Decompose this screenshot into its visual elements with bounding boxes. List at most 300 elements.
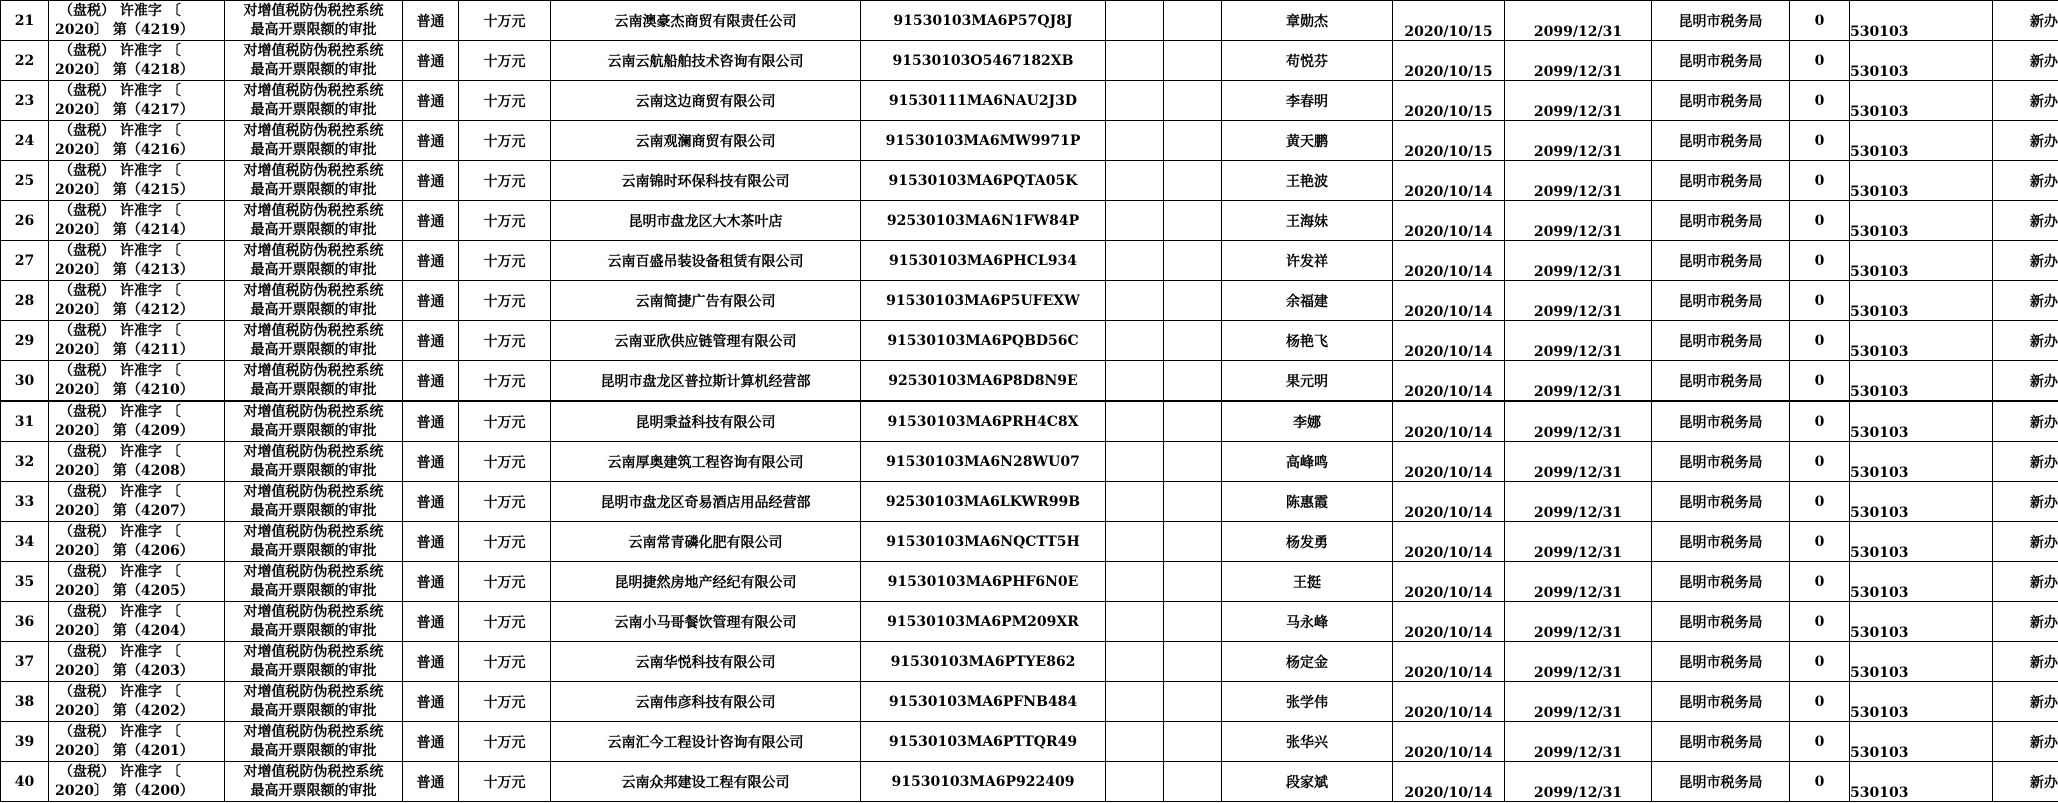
empty-cell: [1164, 281, 1222, 321]
approval-item: 对增值税防伪税控系统 最高开票限额的审批: [225, 642, 403, 682]
table-row: [1, 722, 2058, 762]
row-number: 34: [1, 522, 49, 562]
approval-item: 对增值税防伪税控系统 最高开票限额的审批: [225, 241, 403, 281]
status-flag: 0: [1790, 682, 1850, 722]
tax-authority: 昆明市税务局: [1652, 121, 1790, 161]
status-flag: 0: [1790, 522, 1850, 562]
approval-item: 对增值税防伪税控系统 最高开票限额的审批: [225, 522, 403, 562]
tax-authority: 昆明市税务局: [1652, 642, 1790, 682]
empty-cell: [1164, 1, 1222, 41]
permit-document-number: （盘税） 许准字 〔 2020〕 第（4206）: [49, 522, 225, 562]
permit-document-number: （盘税） 许准字 〔 2020〕 第（4210）: [49, 361, 225, 402]
action-type: 新办: [1993, 442, 2058, 482]
table-row: [1, 121, 2058, 161]
start-date: 2020/10/14: [1393, 642, 1505, 682]
invoice-limit: 十万元: [459, 602, 551, 642]
region-code: 530103: [1850, 1, 1993, 41]
invoice-type: 普通: [403, 1, 459, 41]
table-row: [1, 81, 2058, 121]
tax-authority: 昆明市税务局: [1652, 321, 1790, 361]
status-flag: 0: [1790, 361, 1850, 402]
invoice-limit: 十万元: [459, 121, 551, 161]
invoice-limit: 十万元: [459, 361, 551, 402]
start-date: 2020/10/14: [1393, 482, 1505, 522]
start-date: 2020/10/14: [1393, 522, 1505, 562]
empty-cell: [1164, 161, 1222, 201]
end-date: 2099/12/31: [1505, 522, 1652, 562]
permit-document-number: （盘税） 许准字 〔 2020〕 第（4209）: [49, 401, 225, 442]
invoice-type: 普通: [403, 602, 459, 642]
empty-cell: [1106, 281, 1164, 321]
end-date: 2099/12/31: [1505, 401, 1652, 442]
permit-table-body: [1, 1, 2058, 802]
row-number: 32: [1, 442, 49, 482]
legal-representative: 余福建: [1222, 281, 1393, 321]
region-code: 530103: [1850, 201, 1993, 241]
approval-item: 对增值税防伪税控系统 最高开票限额的审批: [225, 361, 403, 402]
approval-item: 对增值税防伪税控系统 最高开票限额的审批: [225, 602, 403, 642]
row-number: 21: [1, 1, 49, 41]
table-row: [1, 201, 2058, 241]
approval-item: 对增值税防伪税控系统 最高开票限额的审批: [225, 762, 403, 802]
invoice-limit: 十万元: [459, 41, 551, 81]
tax-authority: 昆明市税务局: [1652, 161, 1790, 201]
end-date: 2099/12/31: [1505, 562, 1652, 602]
permit-document-number: （盘税） 许准字 〔 2020〕 第（4218）: [49, 41, 225, 81]
action-type: 新办: [1993, 321, 2058, 361]
end-date: 2099/12/31: [1505, 161, 1652, 201]
company-name: 云南华悦科技有限公司: [551, 642, 861, 682]
region-code: 530103: [1850, 321, 1993, 361]
empty-cell: [1164, 722, 1222, 762]
end-date: 2099/12/31: [1505, 281, 1652, 321]
status-flag: 0: [1790, 722, 1850, 762]
tax-authority: 昆明市税务局: [1652, 562, 1790, 602]
end-date: 2099/12/31: [1505, 642, 1652, 682]
invoice-type: 普通: [403, 442, 459, 482]
start-date: 2020/10/15: [1393, 1, 1505, 41]
action-type: 新办: [1993, 642, 2058, 682]
row-number: 29: [1, 321, 49, 361]
credit-code: 91530111MA6NAU2J3D: [861, 81, 1106, 121]
row-number: 40: [1, 762, 49, 802]
invoice-limit: 十万元: [459, 321, 551, 361]
company-name: 云南常青磷化肥有限公司: [551, 522, 861, 562]
company-name: 云南澳豪杰商贸有限责任公司: [551, 1, 861, 41]
legal-representative: 李娜: [1222, 401, 1393, 442]
invoice-type: 普通: [403, 321, 459, 361]
status-flag: 0: [1790, 201, 1850, 241]
approval-item: 对增值税防伪税控系统 最高开票限额的审批: [225, 442, 403, 482]
permit-document-number: （盘税） 许准字 〔 2020〕 第（4208）: [49, 442, 225, 482]
company-name: 云南众邦建设工程有限公司: [551, 762, 861, 802]
invoice-type: 普通: [403, 762, 459, 802]
permit-document-number: （盘税） 许准字 〔 2020〕 第（4205）: [49, 562, 225, 602]
company-name: 云南观澜商贸有限公司: [551, 121, 861, 161]
row-number: 35: [1, 562, 49, 602]
invoice-limit: 十万元: [459, 281, 551, 321]
action-type: 新办: [1993, 522, 2058, 562]
invoice-type: 普通: [403, 201, 459, 241]
credit-code: 91530103MA6P5UFEXW: [861, 281, 1106, 321]
permit-document-number: （盘税） 许准字 〔 2020〕 第（4201）: [49, 722, 225, 762]
status-flag: 0: [1790, 602, 1850, 642]
row-number: 24: [1, 121, 49, 161]
permit-document-number: （盘税） 许准字 〔 2020〕 第（4212）: [49, 281, 225, 321]
table-row: [1, 281, 2058, 321]
end-date: 2099/12/31: [1505, 722, 1652, 762]
credit-code: 91530103MA6P922409: [861, 762, 1106, 802]
permit-document-number: （盘税） 许准字 〔 2020〕 第（4217）: [49, 81, 225, 121]
empty-cell: [1106, 401, 1164, 442]
empty-cell: [1164, 682, 1222, 722]
start-date: 2020/10/14: [1393, 321, 1505, 361]
credit-code: 91530103MA6PHF6N0E: [861, 562, 1106, 602]
permit-document-number: （盘税） 许准字 〔 2020〕 第（4200）: [49, 762, 225, 802]
region-code: 530103: [1850, 602, 1993, 642]
empty-cell: [1106, 682, 1164, 722]
approval-item: 对增值税防伪税控系统 最高开票限额的审批: [225, 401, 403, 442]
table-row: [1, 401, 2058, 442]
invoice-limit: 十万元: [459, 522, 551, 562]
action-type: 新办: [1993, 241, 2058, 281]
empty-cell: [1164, 201, 1222, 241]
approval-item: 对增值税防伪税控系统 最高开票限额的审批: [225, 482, 403, 522]
legal-representative: 王艳波: [1222, 161, 1393, 201]
empty-cell: [1164, 361, 1222, 402]
action-type: 新办: [1993, 281, 2058, 321]
table-row: [1, 442, 2058, 482]
empty-cell: [1106, 41, 1164, 81]
invoice-type: 普通: [403, 722, 459, 762]
end-date: 2099/12/31: [1505, 361, 1652, 402]
permit-document-number: （盘税） 许准字 〔 2020〕 第（4214）: [49, 201, 225, 241]
action-type: 新办: [1993, 482, 2058, 522]
start-date: 2020/10/14: [1393, 602, 1505, 642]
permit-document-number: （盘税） 许准字 〔 2020〕 第（4215）: [49, 161, 225, 201]
approval-item: 对增值税防伪税控系统 最高开票限额的审批: [225, 161, 403, 201]
approval-item: 对增值税防伪税控系统 最高开票限额的审批: [225, 281, 403, 321]
permit-document-number: （盘税） 许准字 〔 2020〕 第（4211）: [49, 321, 225, 361]
legal-representative: 张学伟: [1222, 682, 1393, 722]
region-code: 530103: [1850, 41, 1993, 81]
invoice-type: 普通: [403, 562, 459, 602]
credit-code: 91530103MA6PQBD56C: [861, 321, 1106, 361]
start-date: 2020/10/14: [1393, 682, 1505, 722]
table-row: [1, 361, 2058, 402]
invoice-limit: 十万元: [459, 442, 551, 482]
action-type: 新办: [1993, 682, 2058, 722]
approval-item: 对增值税防伪税控系统 最高开票限额的审批: [225, 321, 403, 361]
region-code: 530103: [1850, 642, 1993, 682]
invoice-limit: 十万元: [459, 201, 551, 241]
credit-code: 91530103MA6PRH4C8X: [861, 401, 1106, 442]
status-flag: 0: [1790, 762, 1850, 802]
invoice-limit: 十万元: [459, 762, 551, 802]
action-type: 新办: [1993, 201, 2058, 241]
invoice-type: 普通: [403, 121, 459, 161]
company-name: 昆明市盘龙区普拉斯计算机经营部: [551, 361, 861, 402]
table-row: [1, 321, 2058, 361]
action-type: 新办: [1993, 121, 2058, 161]
tax-authority: 昆明市税务局: [1652, 201, 1790, 241]
action-type: 新办: [1993, 722, 2058, 762]
empty-cell: [1164, 522, 1222, 562]
tax-authority: 昆明市税务局: [1652, 442, 1790, 482]
legal-representative: 章勋杰: [1222, 1, 1393, 41]
action-type: 新办: [1993, 81, 2058, 121]
start-date: 2020/10/15: [1393, 121, 1505, 161]
end-date: 2099/12/31: [1505, 442, 1652, 482]
permit-document-number: （盘税） 许准字 〔 2020〕 第（4203）: [49, 642, 225, 682]
region-code: 530103: [1850, 401, 1993, 442]
permit-document-number: （盘税） 许准字 〔 2020〕 第（4204）: [49, 602, 225, 642]
row-number: 37: [1, 642, 49, 682]
status-flag: 0: [1790, 642, 1850, 682]
approval-item: 对增值税防伪税控系统 最高开票限额的审批: [225, 562, 403, 602]
region-code: 530103: [1850, 482, 1993, 522]
legal-representative: 段家斌: [1222, 762, 1393, 802]
empty-cell: [1106, 161, 1164, 201]
empty-cell: [1164, 442, 1222, 482]
company-name: 云南简捷广告有限公司: [551, 281, 861, 321]
empty-cell: [1164, 321, 1222, 361]
tax-authority: 昆明市税务局: [1652, 361, 1790, 402]
action-type: 新办: [1993, 562, 2058, 602]
credit-code: 91530103MA6PHCL934: [861, 241, 1106, 281]
company-name: 昆明捷然房地产经纪有限公司: [551, 562, 861, 602]
action-type: 新办: [1993, 1, 2058, 41]
legal-representative: 许发祥: [1222, 241, 1393, 281]
company-name: 云南这边商贸有限公司: [551, 81, 861, 121]
action-type: 新办: [1993, 401, 2058, 442]
start-date: 2020/10/14: [1393, 281, 1505, 321]
approval-item: 对增值税防伪税控系统 最高开票限额的审批: [225, 121, 403, 161]
legal-representative: 黄天鹏: [1222, 121, 1393, 161]
table-row: [1, 41, 2058, 81]
invoice-limit: 十万元: [459, 81, 551, 121]
tax-authority: 昆明市税务局: [1652, 81, 1790, 121]
approval-item: 对增值税防伪税控系统 最高开票限额的审批: [225, 1, 403, 41]
legal-representative: 杨艳飞: [1222, 321, 1393, 361]
approval-item: 对增值税防伪税控系统 最高开票限额的审批: [225, 41, 403, 81]
end-date: 2099/12/31: [1505, 41, 1652, 81]
credit-code: 91530103O5467182XB: [861, 41, 1106, 81]
legal-representative: 杨发勇: [1222, 522, 1393, 562]
status-flag: 0: [1790, 562, 1850, 602]
start-date: 2020/10/14: [1393, 361, 1505, 402]
invoice-limit: 十万元: [459, 401, 551, 442]
status-flag: 0: [1790, 41, 1850, 81]
region-code: 530103: [1850, 81, 1993, 121]
empty-cell: [1164, 642, 1222, 682]
action-type: 新办: [1993, 361, 2058, 402]
region-code: 530103: [1850, 241, 1993, 281]
status-flag: 0: [1790, 401, 1850, 442]
region-code: 530103: [1850, 281, 1993, 321]
row-number: 39: [1, 722, 49, 762]
start-date: 2020/10/14: [1393, 201, 1505, 241]
table-row: [1, 241, 2058, 281]
tax-authority: 昆明市税务局: [1652, 602, 1790, 642]
company-name: 云南小马哥餐饮管理有限公司: [551, 602, 861, 642]
tax-authority: 昆明市税务局: [1652, 522, 1790, 562]
table-row: [1, 482, 2058, 522]
company-name: 云南伟彦科技有限公司: [551, 682, 861, 722]
start-date: 2020/10/15: [1393, 81, 1505, 121]
legal-representative: 苟悦芬: [1222, 41, 1393, 81]
empty-cell: [1164, 482, 1222, 522]
empty-cell: [1106, 81, 1164, 121]
invoice-type: 普通: [403, 522, 459, 562]
empty-cell: [1106, 321, 1164, 361]
region-code: 530103: [1850, 522, 1993, 562]
status-flag: 0: [1790, 241, 1850, 281]
invoice-type: 普通: [403, 642, 459, 682]
invoice-limit: 十万元: [459, 1, 551, 41]
invoice-type: 普通: [403, 361, 459, 402]
empty-cell: [1106, 361, 1164, 402]
permit-document-number: （盘税） 许准字 〔 2020〕 第（4213）: [49, 241, 225, 281]
invoice-limit: 十万元: [459, 241, 551, 281]
end-date: 2099/12/31: [1505, 482, 1652, 522]
invoice-limit: 十万元: [459, 682, 551, 722]
row-number: 26: [1, 201, 49, 241]
legal-representative: 马永峰: [1222, 602, 1393, 642]
company-name: 云南汇今工程设计咨询有限公司: [551, 722, 861, 762]
credit-code: 91530103MA6P57QJ8J: [861, 1, 1106, 41]
start-date: 2020/10/14: [1393, 161, 1505, 201]
credit-code: 91530103MA6PM209XR: [861, 602, 1106, 642]
empty-cell: [1106, 642, 1164, 682]
empty-cell: [1106, 241, 1164, 281]
approval-item: 对增值税防伪税控系统 最高开票限额的审批: [225, 682, 403, 722]
invoice-type: 普通: [403, 682, 459, 722]
legal-representative: 王挺: [1222, 562, 1393, 602]
invoice-limit: 十万元: [459, 722, 551, 762]
row-number: 28: [1, 281, 49, 321]
approval-item: 对增值税防伪税控系统 最高开票限额的审批: [225, 722, 403, 762]
legal-representative: 王海妹: [1222, 201, 1393, 241]
empty-cell: [1106, 602, 1164, 642]
row-number: 31: [1, 401, 49, 442]
region-code: 530103: [1850, 722, 1993, 762]
credit-code: 91530103MA6PQTA05K: [861, 161, 1106, 201]
invoice-type: 普通: [403, 81, 459, 121]
end-date: 2099/12/31: [1505, 241, 1652, 281]
invoice-type: 普通: [403, 241, 459, 281]
row-number: 27: [1, 241, 49, 281]
approval-item: 对增值税防伪税控系统 最高开票限额的审批: [225, 201, 403, 241]
status-flag: 0: [1790, 482, 1850, 522]
permit-document-number: （盘税） 许准字 〔 2020〕 第（4202）: [49, 682, 225, 722]
empty-cell: [1164, 762, 1222, 802]
table-row: [1, 1, 2058, 41]
invoice-type: 普通: [403, 401, 459, 442]
region-code: 530103: [1850, 121, 1993, 161]
row-number: 23: [1, 81, 49, 121]
row-number: 25: [1, 161, 49, 201]
invoice-type: 普通: [403, 281, 459, 321]
end-date: 2099/12/31: [1505, 201, 1652, 241]
tax-authority: 昆明市税务局: [1652, 722, 1790, 762]
invoice-type: 普通: [403, 482, 459, 522]
legal-representative: 陈惠霞: [1222, 482, 1393, 522]
status-flag: 0: [1790, 161, 1850, 201]
status-flag: 0: [1790, 442, 1850, 482]
empty-cell: [1106, 1, 1164, 41]
credit-code: 91530103MA6NQCTT5H: [861, 522, 1106, 562]
end-date: 2099/12/31: [1505, 81, 1652, 121]
row-number: 38: [1, 682, 49, 722]
region-code: 530103: [1850, 361, 1993, 402]
tax-authority: 昆明市税务局: [1652, 41, 1790, 81]
company-name: 昆明市盘龙区大木茶叶店: [551, 201, 861, 241]
invoice-limit: 十万元: [459, 562, 551, 602]
start-date: 2020/10/14: [1393, 241, 1505, 281]
region-code: 530103: [1850, 562, 1993, 602]
permit-document-number: （盘税） 许准字 〔 2020〕 第（4216）: [49, 121, 225, 161]
start-date: 2020/10/15: [1393, 41, 1505, 81]
empty-cell: [1164, 121, 1222, 161]
status-flag: 0: [1790, 81, 1850, 121]
action-type: 新办: [1993, 602, 2058, 642]
table-row: [1, 562, 2058, 602]
table-row: [1, 682, 2058, 722]
empty-cell: [1164, 41, 1222, 81]
company-name: 云南云航船舶技术咨询有限公司: [551, 41, 861, 81]
row-number: 33: [1, 482, 49, 522]
empty-cell: [1164, 562, 1222, 602]
row-number: 30: [1, 361, 49, 402]
credit-code: 92530103MA6N1FW84P: [861, 201, 1106, 241]
tax-authority: 昆明市税务局: [1652, 281, 1790, 321]
company-name: 云南百盛吊装设备租赁有限公司: [551, 241, 861, 281]
credit-code: 91530103MA6PTYE862: [861, 642, 1106, 682]
end-date: 2099/12/31: [1505, 682, 1652, 722]
empty-cell: [1106, 522, 1164, 562]
action-type: 新办: [1993, 161, 2058, 201]
region-code: 530103: [1850, 161, 1993, 201]
status-flag: 0: [1790, 281, 1850, 321]
credit-code: 91530103MA6PTTQR49: [861, 722, 1106, 762]
empty-cell: [1164, 602, 1222, 642]
table-row: [1, 161, 2058, 201]
legal-representative: 杨定金: [1222, 642, 1393, 682]
start-date: 2020/10/14: [1393, 722, 1505, 762]
status-flag: 0: [1790, 321, 1850, 361]
invoice-limit: 十万元: [459, 642, 551, 682]
row-number: 22: [1, 41, 49, 81]
action-type: 新办: [1993, 41, 2058, 81]
action-type: 新办: [1993, 762, 2058, 802]
tax-authority: 昆明市税务局: [1652, 401, 1790, 442]
table-row: [1, 522, 2058, 562]
credit-code: 92530103MA6P8D8N9E: [861, 361, 1106, 402]
start-date: 2020/10/14: [1393, 401, 1505, 442]
status-flag: 0: [1790, 121, 1850, 161]
legal-representative: 李春明: [1222, 81, 1393, 121]
start-date: 2020/10/14: [1393, 442, 1505, 482]
tax-authority: 昆明市税务局: [1652, 1, 1790, 41]
status-flag: 0: [1790, 1, 1850, 41]
company-name: 云南亚欣供应链管理有限公司: [551, 321, 861, 361]
end-date: 2099/12/31: [1505, 121, 1652, 161]
end-date: 2099/12/31: [1505, 321, 1652, 361]
company-name: 昆明秉益科技有限公司: [551, 401, 861, 442]
table-row: [1, 762, 2058, 802]
invoice-type: 普通: [403, 41, 459, 81]
